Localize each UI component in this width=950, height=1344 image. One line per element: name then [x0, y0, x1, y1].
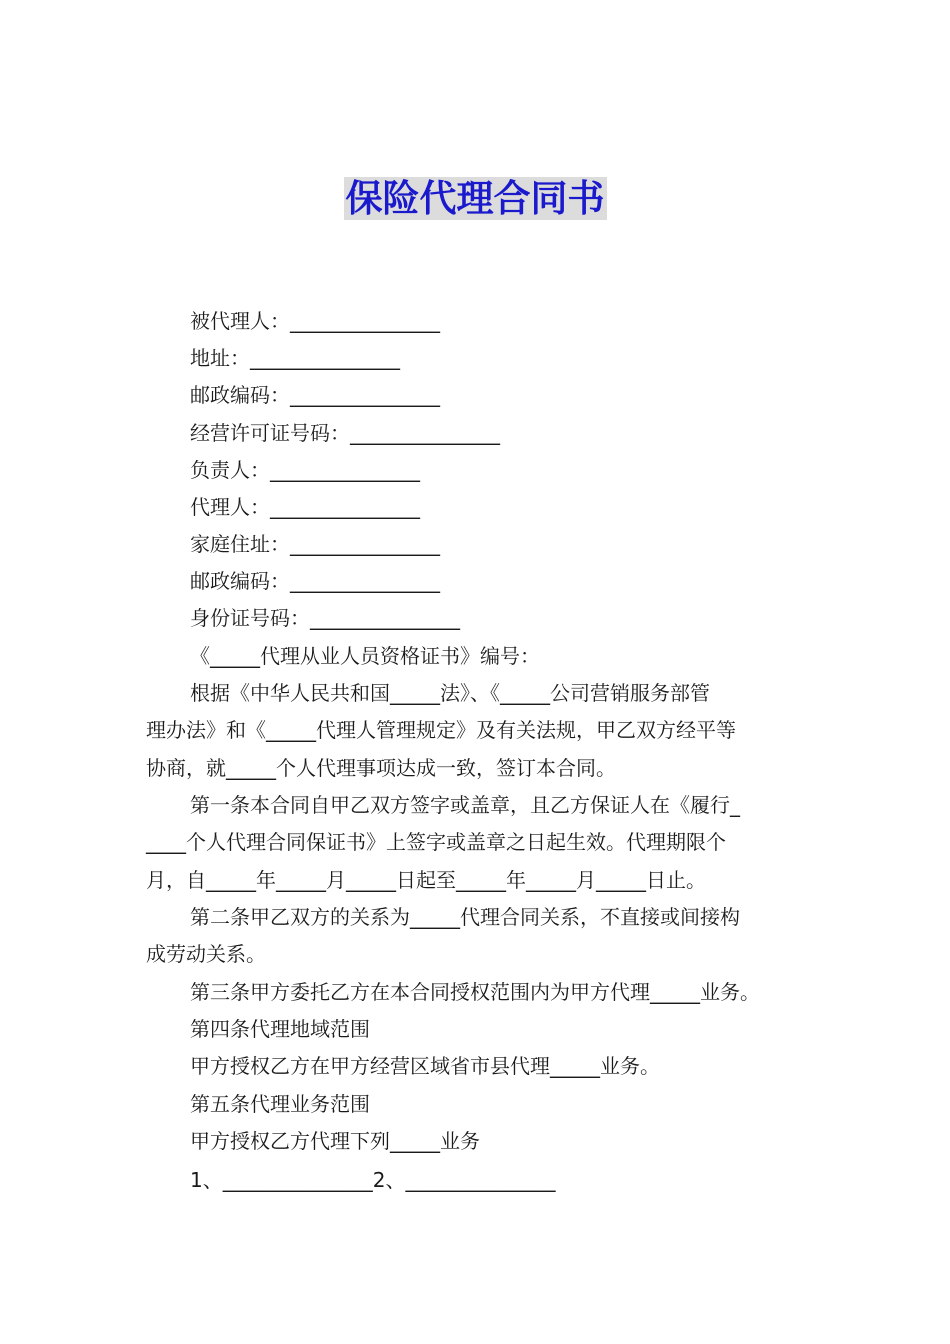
field-certificate-number: 《_____代理从业人员资格证书》编号：	[190, 644, 540, 668]
business-list-blanks: 1、_______________2、_______________	[190, 1168, 556, 1192]
article-1-line: ____个人代理合同保证书》上签字或盖章之日起生效。代理期限个	[146, 830, 726, 854]
title-text: 保险代理合同书	[345, 177, 605, 220]
field-address: 地址：_______________	[190, 346, 400, 370]
article-5-text: 甲方授权乙方代理下列_____业务	[190, 1129, 480, 1153]
field-agent-postcode: 邮政编码：_______________	[190, 569, 440, 593]
document-title	[0, 176, 950, 222]
field-license-number: 经营许可证号码：_______________	[190, 421, 500, 445]
article-4-heading: 第四条代理地域范围	[190, 1017, 370, 1041]
field-agent: 代理人：_______________	[190, 495, 420, 519]
article-2-line: 第二条甲乙双方的关系为_____代理合同关系，不直接或间接构	[190, 905, 740, 929]
field-home-address: 家庭住址：_______________	[190, 532, 440, 556]
field-id-number: 身份证号码：_______________	[190, 606, 460, 630]
field-postcode: 邮政编码：_______________	[190, 383, 440, 407]
article-1-line: 月，自_____年_____月_____日起至_____年_____月_____日止。	[146, 868, 706, 892]
article-1-line: 第一条本合同自甲乙双方签字或盖章，且乙方保证人在《履行_	[190, 793, 740, 817]
article-4-text: 甲方授权乙方在甲方经营区域省市县代理_____业务。	[190, 1054, 660, 1078]
article-5-heading: 第五条代理业务范围	[190, 1092, 370, 1116]
article-2-line: 成劳动关系。	[146, 942, 266, 966]
paragraph-line: 协商，就_____个人代理事项达成一致，签订本合同。	[146, 756, 616, 780]
article-3: 第三条甲方委托乙方在本合同授权范围内为甲方代理_____业务。	[190, 980, 760, 1004]
field-principal: 被代理人：_______________	[190, 309, 440, 333]
field-person-in-charge: 负责人：_______________	[190, 458, 420, 482]
paragraph-line: 理办法》和《_____代理人管理规定》及有关法规，甲乙双方经平等	[146, 718, 736, 742]
paragraph-line: 根据《中华人民共和国_____法》、《_____公司营销服务部管	[190, 681, 710, 705]
